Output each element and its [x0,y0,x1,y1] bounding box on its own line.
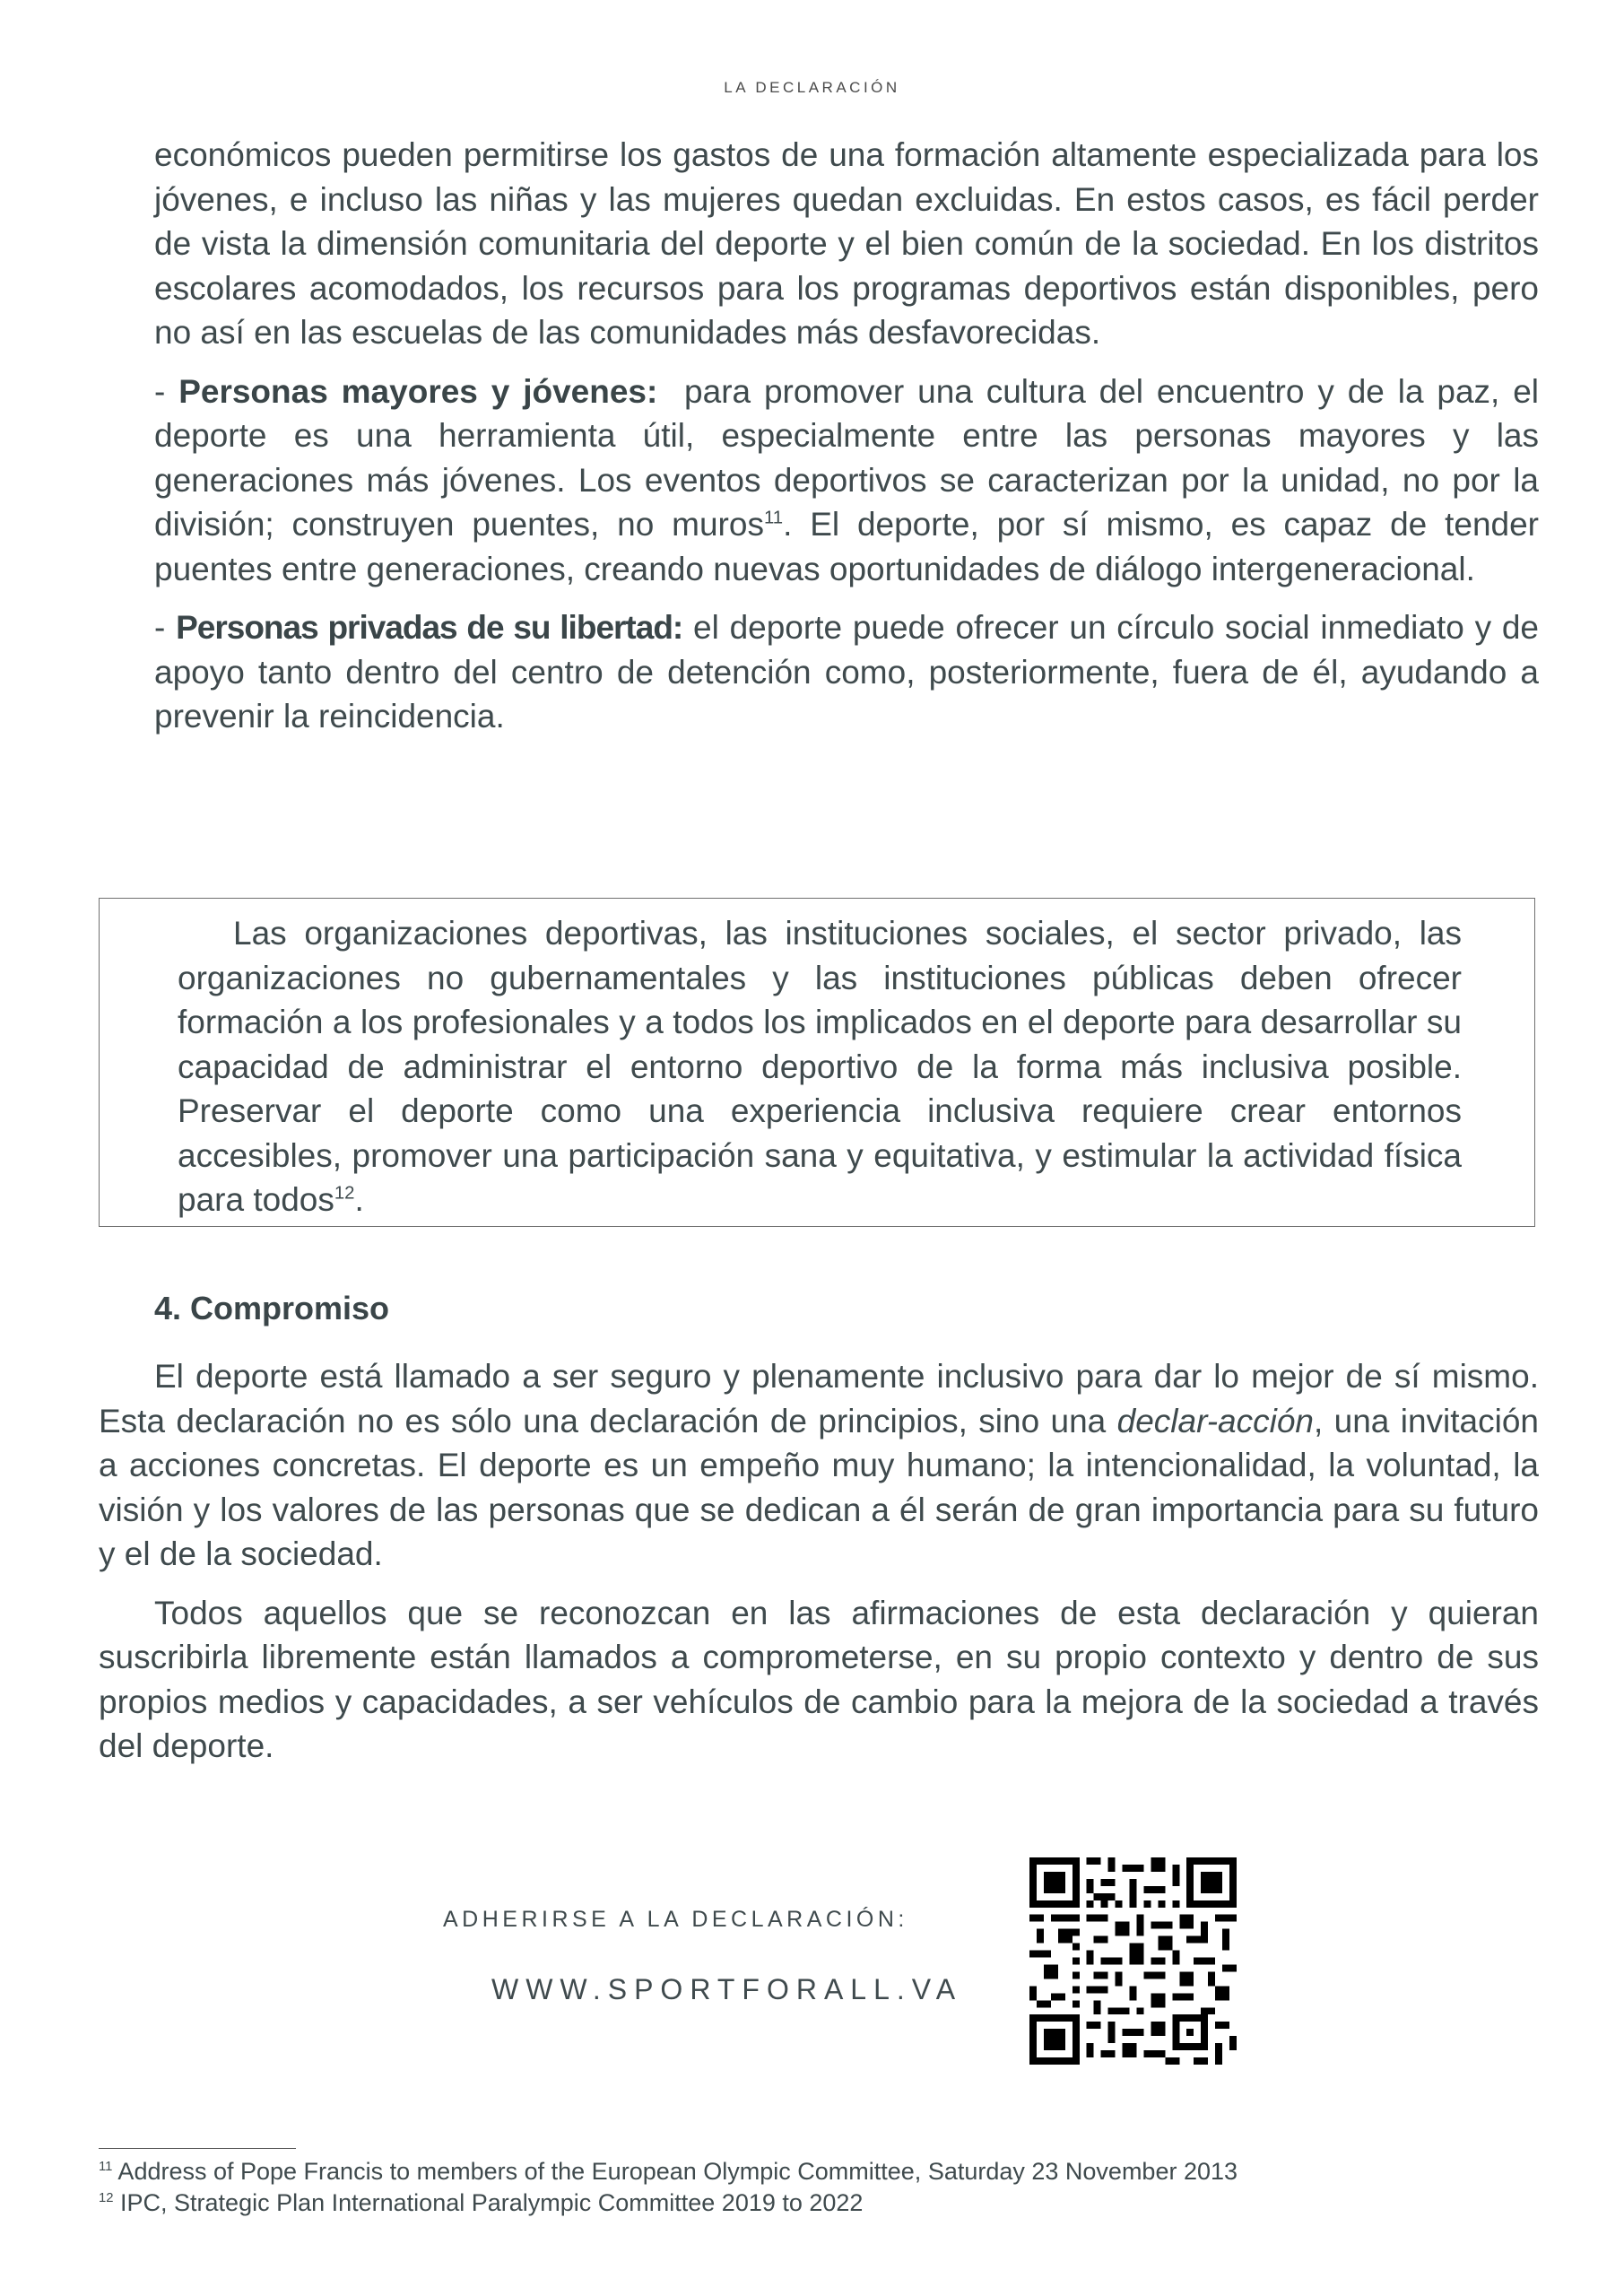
item-text-continued: . El deporte, por sí mismo, es capaz de tender puentes entre generaciones, creando nuevas oportunidades de diálogo intergeneracional. [154,506,1539,587]
continuation-section [154,133,1549,739]
section-body [99,1354,1539,1783]
cta-label: ADHERIRSE A LA DECLARACIÓN: [443,1907,908,1932]
paragraph-text-continued: , una invitación a acciones concretas. El deporte es un empeño muy humano; la intencionalidad, la voluntad, la visión y los valores de las personas que se dedican a él serán de gran importancia para su futuro y el de la sociedad. [99,1402,1539,1572]
intro-paragraph: económicos pueden permitirse los gastos de una formación altamente especializada para los jóvenes, e incluso las niñas y las mujeres quedan excluidas. En estos casos, es fácil perder de vista la dimensión comunitaria del deporte y el bien común de la sociedad. En los distritos escolares acomodados, los recursos para los programas deportivos están disponibles, pero no así en las escuelas de las comunidades más desfavorecidas. [154,136,1539,351]
qr-code-icon[interactable] [1029,1857,1237,2065]
footnote-ref[interactable]: 12 [334,1183,355,1204]
item-text: para promover una cultura del encuentro y de la paz, el deporte es una herramienta útil, especialmente entre las personas mayores y las generaciones más jóvenes. Los eventos deportivos se caracterizan por la unidad, no por la división; construyen puentes, no muros [154,372,1549,543]
item-label: Personas privadas de su libertad: [176,609,683,646]
item-text: el deporte puede ofrecer un círculo social inmediato y de apoyo tanto dentro del centro de detención como, posteriormente, fuera de él, ayudando a prevenir la reincidencia. [154,609,1540,735]
footnote-text: Address of Pope Francis to members of the European Olympic Committee, Saturday 23 November 2013 [112,2158,1238,2185]
section-paragraph-1 [99,1354,1539,1577]
footnote-ref[interactable]: 11 [763,508,784,528]
emphasis-text: declar-acción [1116,1402,1315,1439]
footnote-item [99,2187,1533,2219]
cta-url-link[interactable]: WWW.SPORTFORALL.VA [491,1973,963,2005]
section-paragraph-2: Todos aquellos que se reconozcan en las afirmaciones de esta declaración y quieran suscribirla libremente están llamados a comprometerse, en su propio contexto y dentro de sus propios medios y capacidades, a ser vehículos de cambio para la mejora de la sociedad a través del deporte. [99,1594,1539,1764]
footnotes [99,2156,1533,2219]
footnote-divider [99,2148,296,2149]
callout-body: Las organizaciones deportivas, las instituciones sociales, el sector privado, las organizaciones no gubernamentales y las instituciones públicas deben ofrecer formación a los profesionales y a todos los implicados en el deporte para desarrollar su capacidad de administrar el entorno deportivo de la forma más inclusiva posible. Preservar el deporte como una experiencia inclusiva requiere crear entornos accesibles, promover una participación sana y equitativa, y estimular la actividad física para todos [178,915,1462,1218]
item-dash: - [154,372,179,410]
callout-box [99,898,1535,1227]
list-item-deprived-liberty [154,605,1539,739]
section-heading: 4. Compromiso [154,1290,390,1326]
callout-text [178,911,1462,1222]
paragraph-text: El deporte está llamado a ser seguro y plenamente inclusivo para dar lo mejor de sí mismo. Esta declaración no es sólo una declaración de principios, sino una [99,1358,1539,1439]
item-label: Personas mayores y jóvenes: [178,372,658,410]
footnote-number: 11 [99,2160,113,2174]
running-header: LA DECLARACIÓN [724,79,900,96]
list-item-older-younger [154,370,1549,592]
footnote-item [99,2156,1533,2187]
callout-end: . [354,1181,364,1218]
item-dash: - [154,609,177,646]
footnote-text: IPC, Strategic Plan International Paralympic Committee 2019 to 2022 [113,2189,864,2216]
footnote-number: 12 [99,2191,114,2205]
